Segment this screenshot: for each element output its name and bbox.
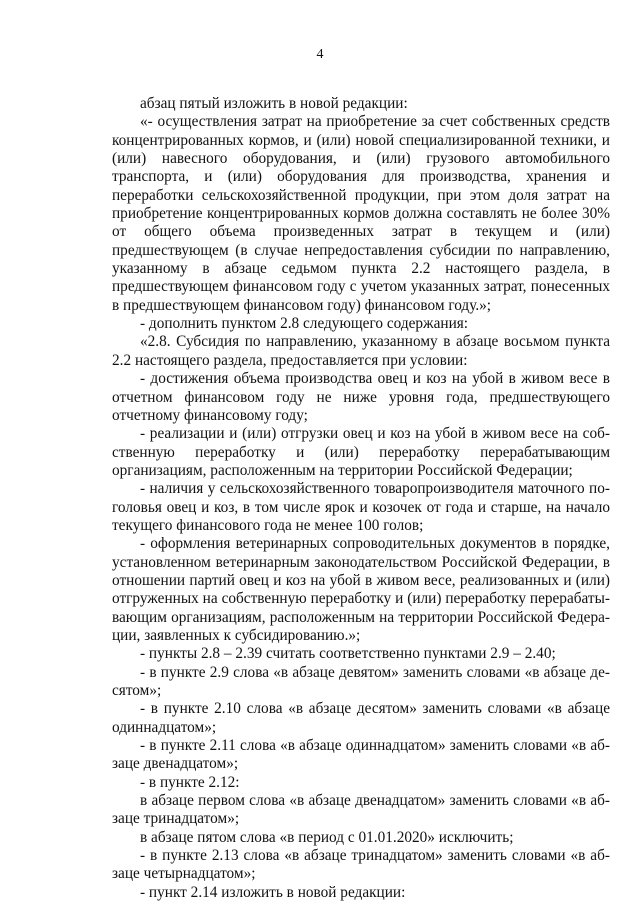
document-body [112, 95, 610, 902]
paragraph-2: «- осуществления затрат на приобретение за счет собственных средств концентрированных кормов, и (или) новой специализированной техники, и (или) навесного оборудования, и (или) грузового автомобильного транспорта, и (или) оборудования для производства, хранения и переработки сельскохозяйственной продукции, при этом доля затрат на приобретение концентрированных кормов должна составлять не более 30% от общего объема произведенных затрат в текущем и (или) предшествующем (в случае непредоставления субсидии по направлению, указанному в абзаце седьмом пункта 2.2 настоящего раздела, в предшествующем финансовом году с учетом указанных затрат, понесенных в предшествующем финансовом году) финансовом году.»; [112, 113, 610, 314]
paragraph-9: - пункты 2.8 – 2.39 считать соответственно пунктами 2.9 – 2.40; [140, 645, 556, 663]
paragraph-7: - наличия у сельскохозяйственного товаропроизводителя маточного поголовья овец и коз, в том числе ярок и козочек от года и старше, на начало текущего финансового года не менее 100 голов; [112, 480, 610, 534]
paragraph-13: - в пункте 2.12: [140, 773, 240, 791]
paragraph-15: в абзаце пятом слова «в период с 01.01.2020» исключить; [140, 828, 514, 846]
paragraph-10: - в пункте 2.9 слова «в абзаце девятом» заменить словами «в абзаце десятом»; [112, 663, 610, 699]
paragraph-8: - оформления ветеринарных сопроводительных документов в порядке, установленном ветеринарным законодательством Российской Федерации, в отношении партий овец и коз на убой в живом весе, реализованных и (или) отгруженных на собственную переработку и (или) переработку перерабатывающим организациям, расположенным на территории Российской Федерации, заявленных к субсидированию.»; [112, 535, 610, 644]
paragraph-4: «2.8. Субсидия по направлению, указанному в абзаце восьмом пункта 2.2 настоящего раздела, предоставляется при условии: [112, 333, 610, 369]
paragraph-1: абзац пятый изложить в новой редакции: [140, 95, 408, 112]
page-number: 4 [316, 47, 324, 62]
paragraph-6: - реализации и (или) отгрузки овец и коз на убой в живом весе на собственную переработку и (или) переработку перерабатывающим организациям, расположенным на территории Российской Федерации; [112, 425, 610, 479]
paragraph-16: - в пункте 2.13 слова «в абзаце тринадцатом» заменить словами «в абзаце четырнадцатом»; [112, 847, 610, 883]
paragraph-12: - в пункте 2.11 слова «в абзаце одиннадцатом» заменить словами «в абзаце двенадцатом»; [112, 737, 610, 773]
paragraph-5: - достижения объема производства овец и коз на убой в живом весе в отчетном финансовом году не ниже уровня года, предшествующего отчетному финансовому году; [112, 370, 610, 424]
paragraph-17: - пункт 2.14 изложить в новой редакции: [140, 883, 406, 901]
paragraph-11: - в пункте 2.10 слова «в абзаце десятом» заменить словами «в абзаце одиннадцатом»; [112, 700, 610, 736]
paragraph-14: в абзаце первом слова «в абзаце двенадцатом» заменить словами «в абзаце тринадцатом»; [112, 792, 610, 828]
paragraph-3: - дополнить пунктом 2.8 следующего содержания: [140, 315, 469, 333]
